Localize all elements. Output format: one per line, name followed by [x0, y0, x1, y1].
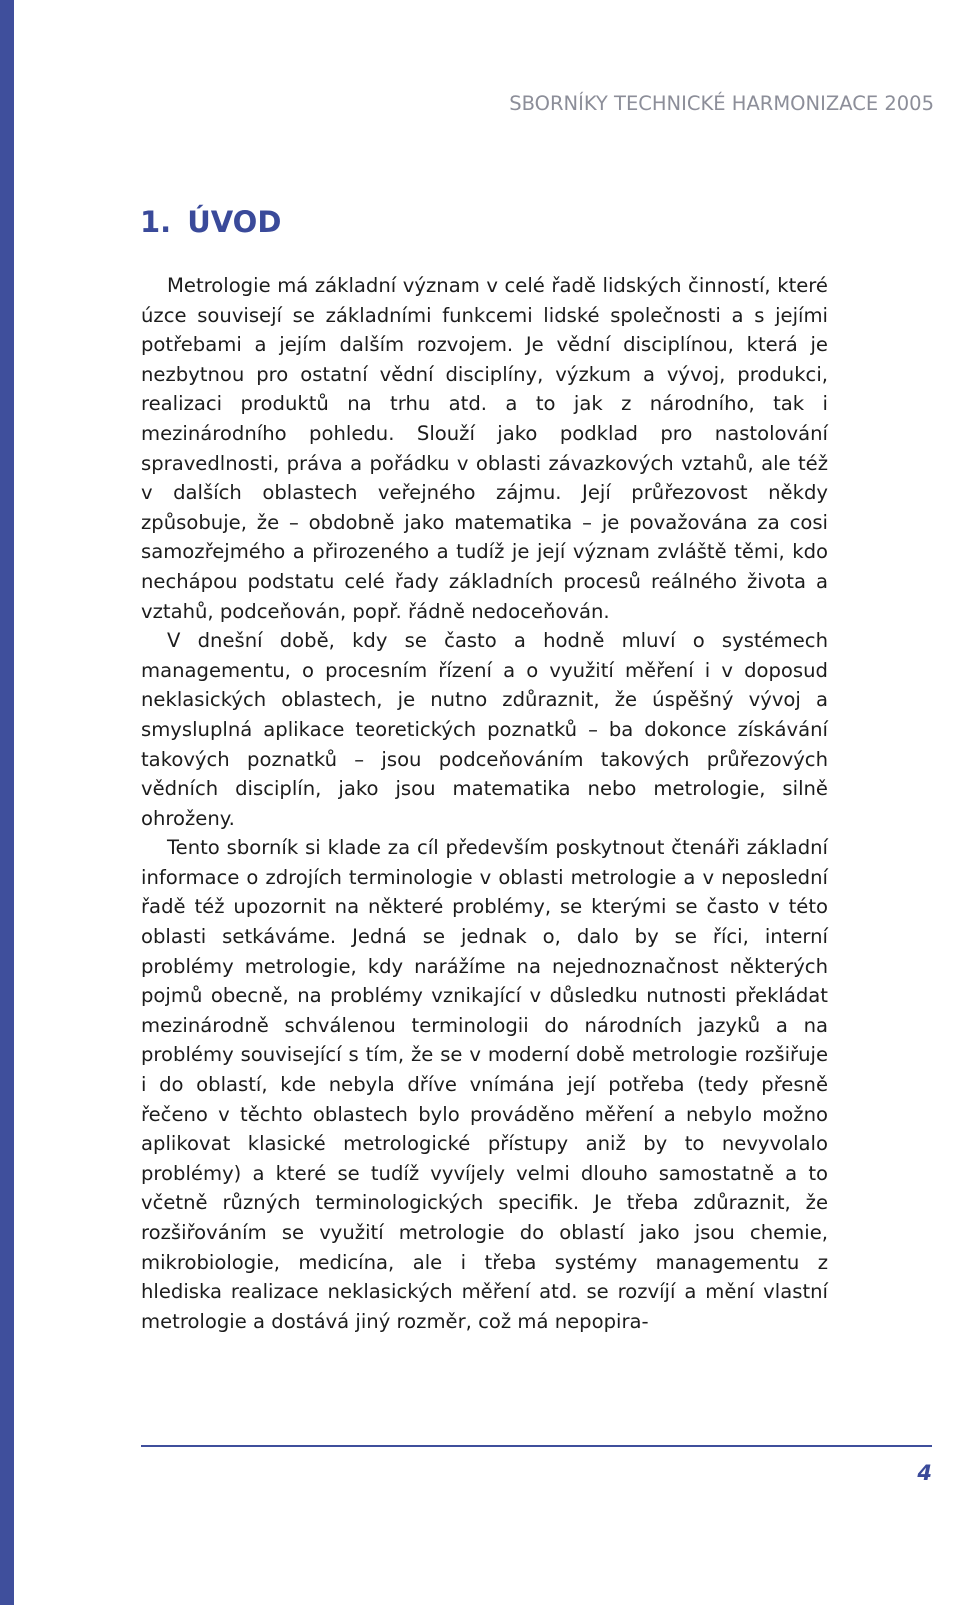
- body-text: [141, 271, 828, 1336]
- chapter-heading: [140, 205, 281, 239]
- footer-divider: [141, 1445, 932, 1447]
- chapter-number: 1.: [140, 205, 172, 239]
- paragraph-purpose: Tento sborník si klade za cíl především poskytnout čtenáři základní informace o zdrojích terminologie v oblasti metrologie a v neposlední řadě též upozornit na některé problémy, se kterými se často v této oblasti setkáváme. Jedná se jednak o, dalo by se říci, interní problémy metrologie, kdy narážíme na nejednoznačnost některých pojmů obecně, na problémy vznikající v důsledku nutnosti překládat mezinárodně schválenou terminologii do národních jazyků a na problémy související s tím, že se v moderní době metrologie rozšiřuje i do oblastí, kde nebyla dříve vnímána její potřeba (tedy přesně řečeno v těchto oblastech bylo prováděno měření a nebylo možno aplikovat klasické metrologické přístupy aniž by to nevyvolalo problémy) a které se tudíž vyvíjely velmi dlouho samostatně a to včetně různých terminologických specifik. Je třeba zdůraznit, že rozšiřováním se využití metrologie do oblastí jako jsou chemie, mikrobiologie, medicína, ale i třeba systémy managementu z hlediska realizace neklasických měření atd. se rozvíjí a mění vlastní metrologie a dostává jiný rozměr, což má nepopira-: [141, 836, 828, 1333]
- running-header: SBORNÍKY TECHNICKÉ HARMONIZACE 2005: [509, 92, 934, 115]
- chapter-title: ÚVOD: [187, 205, 282, 239]
- page-number: 4: [917, 1461, 932, 1485]
- paragraph-management: V dnešní době, kdy se často a hodně mluví o systémech managementu, o procesním řízení a o využití měření i v doposud neklasických oblastech, je nutno zdůraznit, že úspěšný vývoj a smysluplná aplikace teoretických poznatků – ba dokonce získávání takových poznatků – jsou podceňováním takových průřezových vědních disciplín, jako jsou matematika nebo metrologie, silně ohroženy.: [141, 629, 828, 830]
- left-accent-bar: [0, 0, 14, 1605]
- paragraph-intro: Metrologie má základní význam v celé řadě lidských činností, které úzce souvisejí se základními funkcemi lidské společnosti a s jejími potřebami a jejím dalším rozvojem. Je vědní disciplínou, která je nezbytnou pro ostatní vědní disciplíny, výzkum a vývoj, produkci, realizaci produktů na trhu atd. a to jak z národního, tak i mezinárodního pohledu. Slouží jako podklad pro nastolování spravedlnosti, práva a pořádku v oblasti závazkových vztahů, ale též v dalších oblastech veřejného zájmu. Její průřezovost někdy způsobuje, že – obdobně jako matematika – je považována za cosi samozřejmého a přirozeného a tudíž je její význam zvláště těmi, kdo nechápou podstatu celé řady základních procesů reálného života a vztahů, podceňován, popř. řádně nedoceňován.: [141, 274, 828, 623]
